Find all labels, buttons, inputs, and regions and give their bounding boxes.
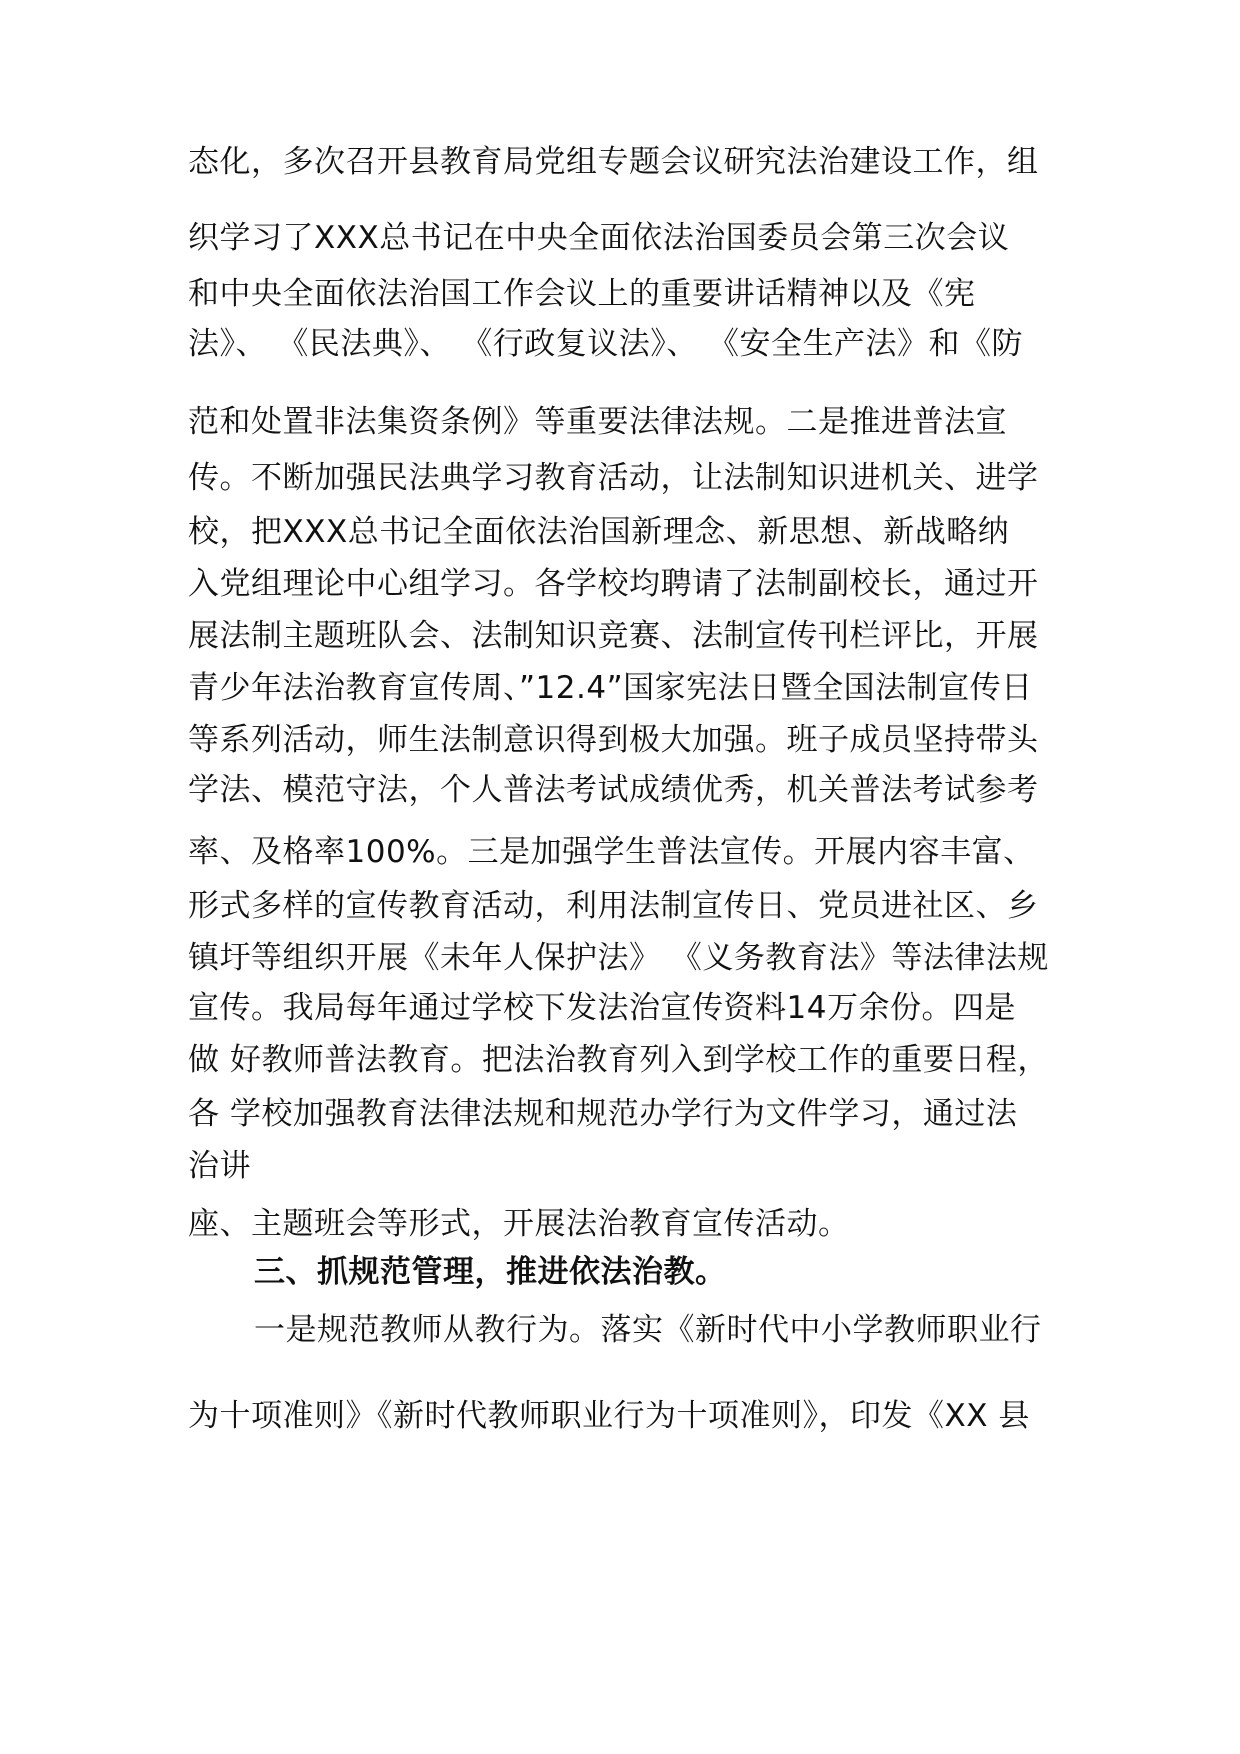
text-line: 态化，多次召开县教育局党组专题会议研究法治建设工作，组 (188, 144, 1039, 180)
text-line: 为十项准则》《新时代教师职业行为十项准则》，印发《XX 县 (188, 1398, 1030, 1434)
section-heading: 三、抓规范管理，推进依法治教。 (254, 1254, 727, 1290)
text-line: 和中央全面依法治国工作会议上的重要讲话精神以及《宪 (188, 276, 976, 312)
text-line: 织学习了XXX总书记在中央全面依法治国委员会第三次会议 (188, 220, 1010, 256)
text-line: 一是规范教师从教行为。落实《新时代中小学教师职业行 (254, 1312, 1042, 1348)
text-line: 形式多样的宣传教育活动，利用法制宣传日、党员进社区、乡 (188, 888, 1039, 924)
text-line: 座、主题班会等形式，开展法治教育宣传活动。 (188, 1206, 850, 1242)
text-line: 学法、模范守法，个人普法考试成绩优秀，机关普法考试参考 (188, 772, 1039, 808)
text-line: 镇圩等组织开展《未年人保护法》 《义务教育法》等法律法规 (188, 940, 1049, 976)
text-line: 各 学校加强教育法律法规和规范办学行为文件学习，通过法 (188, 1096, 1018, 1132)
text-line: 青少年法治教育宣传周、”12.4”国家宪法日暨全国法制宣传日 (188, 670, 1033, 706)
text-line: 等系列活动，师生法制意识得到极大加强。班子成员坚持带头 (188, 722, 1039, 758)
text-line: 法》、 《民法典》、 《行政复议法》、 《安全生产法》和《防 (188, 326, 1024, 362)
text-line: 范和处置非法集资条例》等重要法律法规。二是推进普法宣 (188, 404, 1007, 440)
text-line: 率、及格率100%。三是加强学生普法宣传。开展内容丰富、 (188, 834, 1035, 870)
text-line: 做 好教师普法教育。把法治教育列入到学校工作的重要日程， (188, 1042, 1049, 1078)
text-line: 展法制主题班队会、法制知识竞赛、法制宣传刊栏评比，开展 (188, 618, 1039, 654)
text-line: 宣传。我局每年通过学校下发法治宣传资料14万余份。四是 (188, 990, 1016, 1026)
text-line: 治讲 (188, 1148, 251, 1184)
text-line: 校，把XXX总书记全面依法治国新理念、新思想、新战略纳 (188, 514, 1010, 550)
text-line: 传。不断加强民法典学习教育活动，让法制知识进机关、进学 (188, 460, 1039, 496)
text-line: 入党组理论中心组学习。各学校均聘请了法制副校长，通过开 (188, 566, 1039, 602)
